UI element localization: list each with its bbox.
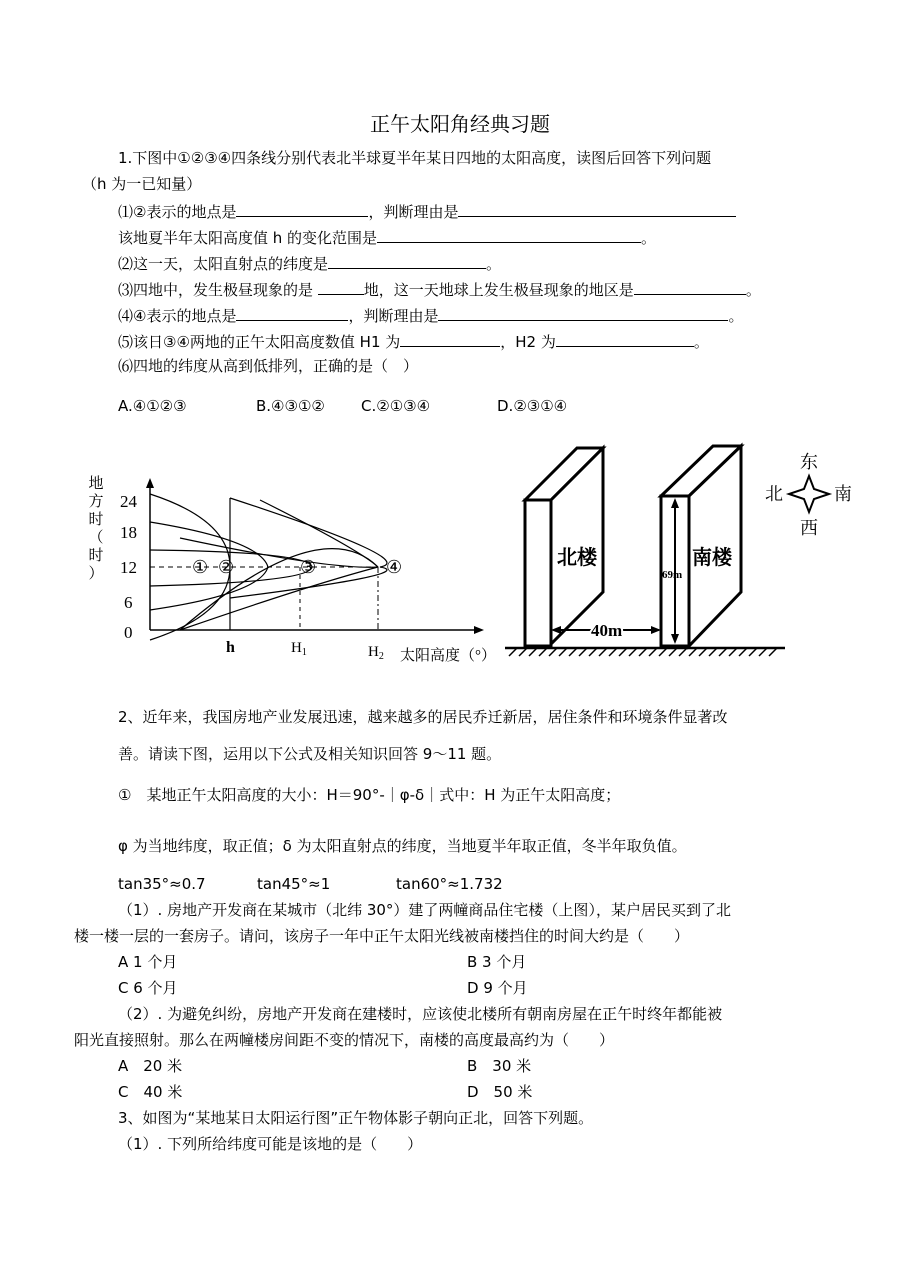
y-axis-arrow — [146, 478, 154, 488]
y-tick: 6 — [124, 593, 133, 612]
answer-blank[interactable] — [634, 279, 746, 295]
answer-blank[interactable] — [556, 331, 694, 347]
q1-part3 — [118, 279, 761, 300]
y-axis-label-char: 时 — [88, 548, 104, 564]
curve-label-2: ② — [218, 557, 235, 577]
compass-east: 东 — [800, 452, 818, 472]
x-axis-arrow — [474, 626, 484, 634]
x-label-h2 — [368, 644, 384, 662]
option-b[interactable]: B.④③①② — [256, 397, 325, 415]
q2-sub1-option-b[interactable]: B 3 个月 — [467, 953, 527, 971]
x-label-h1-main: H — [291, 640, 302, 656]
x-label-h2-sub: 2 — [378, 651, 384, 662]
curve-label-1: ① — [192, 557, 209, 577]
q1-part3-text: ⑶四地中，发生极昼现象的是 — [118, 281, 314, 299]
y-tick: 18 — [120, 523, 137, 542]
north-building-front — [525, 500, 551, 646]
answer-blank[interactable] — [318, 279, 364, 295]
q2-sub2-b: 阳光直接照射。那么在两幢楼房间距不变的情况下，南楼的高度最高约为（ ） — [74, 1031, 615, 1049]
tan-value: tan45°≈1 — [257, 875, 331, 893]
answer-blank[interactable] — [458, 201, 736, 217]
answer-blank[interactable] — [377, 227, 641, 243]
q1-intro-note: （h 为一已知量） — [82, 175, 202, 193]
q1-part4-text: ⑷④表示的地点是 — [118, 307, 237, 325]
y-axis-label-char: 地 — [88, 476, 104, 492]
q2-sub1-b: 楼一楼一层的一套房子。请问，该房子一年中正午太阳光线被南楼挡住的时间大约是（ ） — [74, 927, 690, 945]
q1-part3-end: 。 — [745, 281, 761, 299]
answer-blank[interactable] — [236, 305, 348, 321]
answer-blank[interactable] — [236, 201, 368, 217]
q1-part1b-text: 该地夏半年太阳高度值 h 的变化范围是 — [118, 229, 378, 247]
x-axis-title: 太阳高度（°） — [400, 648, 496, 664]
q1-part1-text: ，判断理由是 — [368, 203, 459, 221]
x-label-h: h — [226, 639, 235, 656]
q2-sub2-option-b[interactable]: B 30 米 — [467, 1057, 532, 1075]
q1-part4-text: ，判断理由是 — [348, 307, 439, 325]
option-d[interactable]: D.②③①④ — [497, 397, 568, 415]
q1-part4 — [118, 305, 743, 326]
q1-part2-text: ⑵这一天，太阳直射点的纬度是 — [118, 255, 329, 273]
y-tick: 0 — [124, 623, 133, 642]
height-label: 69m — [662, 569, 683, 581]
q2-sub1-option-a[interactable]: A 1 个月 — [118, 953, 178, 971]
tan-value: tan60°≈1.732 — [396, 875, 503, 893]
q1-part2-end: 。 — [486, 255, 502, 273]
q2-sub1: （1）. 房地产开发商在某城市（北纬 30°）建了两幢商品住宅楼（上图），某户居民买到了北 — [118, 901, 731, 919]
q3-intro: 3、如图为“某地某日太阳运行图”正午物体影子朝向正北，回答下列题。 — [118, 1109, 594, 1127]
y-axis-label-char: （ — [88, 530, 104, 546]
tan-value: tan35°≈0.7 — [118, 875, 206, 893]
q2-intro: 2、近年来，我国房地产业发展迅速，越来越多的居民乔迁新居，居住条件和环境条件显著改 — [118, 708, 728, 726]
y-axis-label-char: 方 — [88, 494, 104, 510]
q1-part4-end: 。 — [728, 307, 744, 325]
q1-part5-text: ⑸该日③④两地的正午太阳高度数值 H1 为 — [118, 333, 401, 351]
solar-altitude-diagram — [80, 470, 510, 670]
y-axis-label-char: 时 — [88, 512, 104, 528]
q2-intro-b: 善。请读下图，运用以下公式及相关知识回答 9～11 题。 — [118, 745, 502, 763]
q2-sub2: （2）. 为避免纠纷，房地产开发商在建楼时，应该使北楼所有朝南房屋在正午时终年都能被 — [118, 1005, 723, 1023]
south-building-label: 南楼 — [692, 547, 732, 569]
y-axis-label-char: ） — [88, 566, 104, 582]
x-label-h1-sub: 1 — [301, 647, 307, 658]
x-label-h1 — [291, 640, 307, 658]
buildings-diagram — [495, 440, 875, 670]
y-tick: 24 — [120, 492, 137, 511]
answer-blank[interactable] — [438, 305, 728, 321]
q2-sub1-option-c[interactable]: C 6 个月 — [118, 979, 178, 997]
q3-sub1: （1）. 下列所给纬度可能是该地的是（ ） — [118, 1135, 423, 1153]
page-title: 正午太阳角经典习题 — [370, 112, 550, 136]
compass-south: 南 — [834, 484, 852, 504]
option-c[interactable]: C.②①③④ — [361, 397, 431, 415]
compass-north: 北 — [765, 484, 783, 504]
curve-2 — [150, 522, 268, 610]
q1-part3-text: 地，这一天地球上发生极昼现象的地区是 — [363, 281, 634, 299]
q2-formula-b: φ 为当地纬度，取正值；δ 为太阳直射点的纬度，当地夏半年取正值，冬半年取负值。 — [118, 837, 687, 855]
q2-formula: ① 某地正午太阳高度的大小：H＝90°-｜φ-δ｜式中：H 为正午太阳高度； — [118, 786, 621, 804]
q1-part5-end: 。 — [693, 333, 709, 351]
answer-blank[interactable] — [400, 331, 500, 347]
compass-west: 西 — [800, 518, 818, 538]
north-building-label: 北楼 — [557, 547, 597, 569]
q1-part1-text: ⑴②表示的地点是 — [118, 203, 237, 221]
q1-part1b — [118, 227, 656, 248]
q1-part1 — [118, 201, 736, 222]
q1-part5 — [118, 331, 709, 352]
y-tick: 12 — [120, 558, 137, 577]
q2-sub1-option-d[interactable]: D 9 个月 — [467, 979, 528, 997]
curve-label-3: ③ — [300, 557, 317, 577]
compass-star-icon — [789, 476, 829, 512]
curve-label-4: ④ — [386, 557, 403, 577]
q2-sub2-option-d[interactable]: D 50 米 — [467, 1083, 533, 1101]
q1-part6: ⑹四地的纬度从高到低排列，正确的是（ ） — [118, 357, 419, 375]
q1-intro: 1.下图中①②③④四条线分别代表北半球夏半年某日四地的太阳高度，读图后回答下列问题 — [118, 149, 712, 167]
q1-part1b-end: 。 — [641, 229, 657, 247]
curve-3b — [180, 549, 378, 630]
q2-sub2-option-a[interactable]: A 20 米 — [118, 1057, 183, 1075]
q1-part5-text: ，H2 为 — [500, 333, 556, 351]
distance-label: 40m — [591, 621, 623, 640]
x-label-h2-main: H — [368, 644, 379, 660]
q1-part2 — [118, 253, 501, 274]
q2-sub2-option-c[interactable]: C 40 米 — [118, 1083, 183, 1101]
option-a[interactable]: A.④①②③ — [118, 397, 187, 415]
answer-blank[interactable] — [328, 253, 486, 269]
